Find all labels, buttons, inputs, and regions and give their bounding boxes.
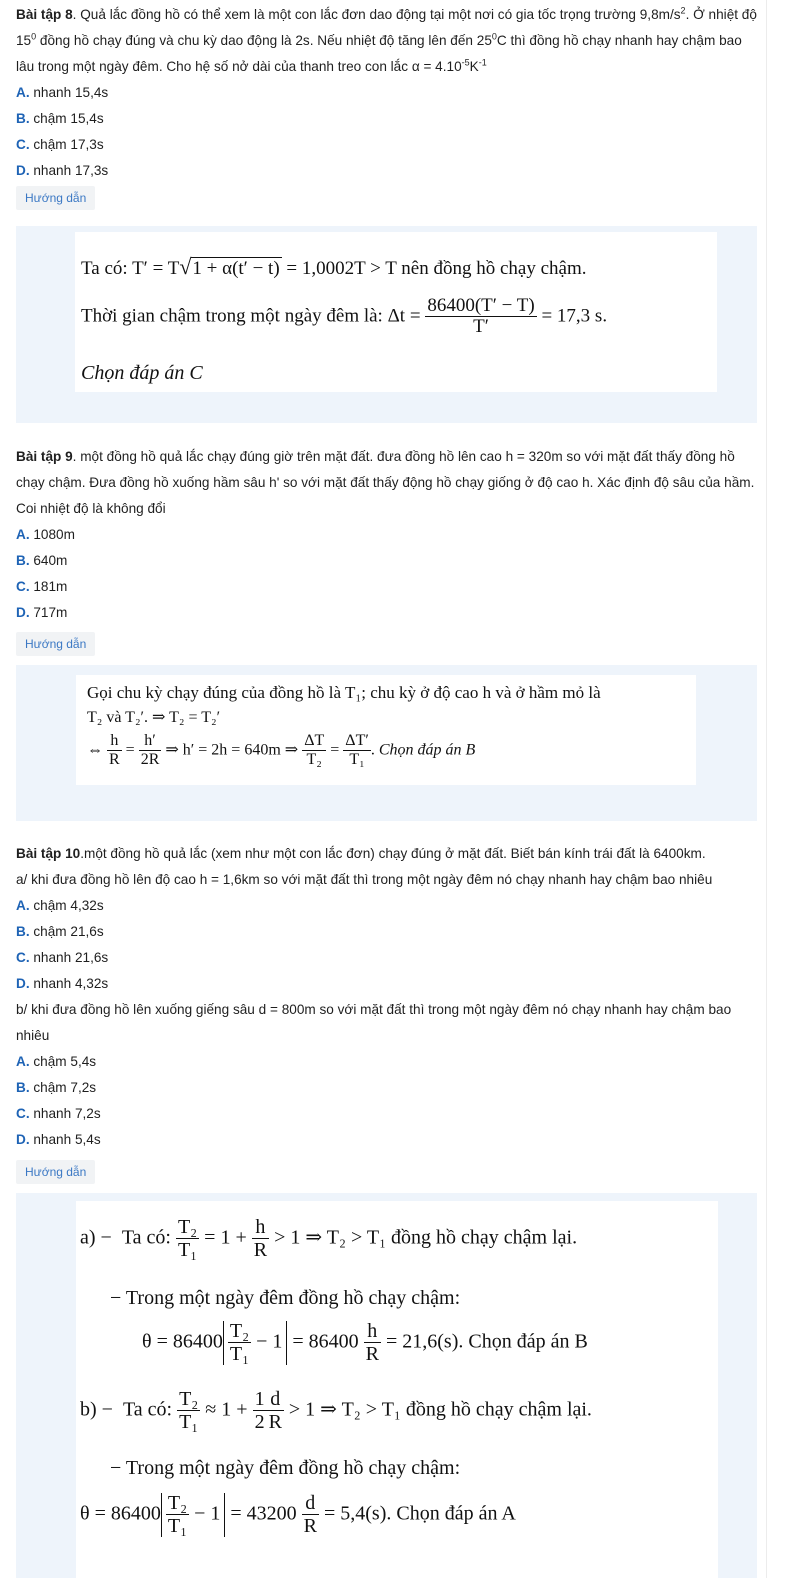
solution-panel-10 bbox=[16, 1193, 757, 1578]
exercise-10-options-b bbox=[16, 1049, 758, 1153]
exercise-10-label: Bài tập 10 bbox=[16, 846, 81, 861]
exercise-10-part-a: a/ khi đưa đồng hồ lên độ cao h = 1,6km so với mặt đất thì trong một ngày đêm nó chạy nhanh hay chậm bao nhiêu bbox=[16, 872, 713, 887]
exercise-8-question: Bài tập 8. Quả lắc đồng hồ có thể xem là một con lắc đơn dao động tại một nơi có gia tốc trọng trường $9,8m/s^2$. Ở nhiệt độ $15^0$ đồng hồ chạy đúng và chu kỳ dao động là 2s. Nếu nhiệt độ tăng lên đến $25^0C$ thì đồng hồ chạy nhanh hay chậm bao lâu trong một ngày đêm. Cho hệ số nở dài của thanh treo con lắc $\alpha = 4.10^{-5}K^{-1}$ bbox=[16, 5, 757, 74]
exercise-9-label: Bài tập 9 bbox=[16, 449, 73, 464]
option-b: B. 640m bbox=[16, 553, 68, 568]
option-d: D. nhanh 4,32s bbox=[16, 976, 109, 991]
solution-image-10: a) − Ta có: $\frac{\text{T₂}}{\text{T₁}}$ = 1 + $\frac{h}{R}$ > 1 ⇒ T₂ > T₁ đồng hồ chạy chậm lại. − Trong một ngày đêm đồng hồ chạy chậm: θ = 86400 $\frac{\text{T₂}}{\text{T₁}}$ − 1 = 86400 $\frac{h}{R}$ = 21,6(s). Chọn đáp án B b) − Ta có: $\frac{\text{T₂}}{\text{T₁}}$ ≈ 1 + $\frac{1}{2}$ $\frac{d}{R}$ > 1 ⇒ T₂ > T₁ đồng hồ chạy chậm lại. − Trong một ngày đêm đồng hồ chạy chậm: θ = 86400 $\frac{\text{T₂}}{\text{T₁}}$ − 1 = 43200 $\frac{d}{R}$ = 5,4(s). Chọn đáp án A bbox=[76, 1201, 718, 1578]
option-d: D. nhanh 5,4s bbox=[16, 1132, 101, 1147]
option-a: A. 1080m bbox=[16, 527, 75, 542]
option-b: B. chậm 15,4s bbox=[16, 111, 104, 126]
right-border bbox=[766, 0, 767, 1578]
option-b: B. chậm 7,2s bbox=[16, 1080, 97, 1095]
option-a: A. nhanh 15,4s bbox=[16, 85, 109, 100]
exercise-9 bbox=[16, 444, 758, 626]
exercise-10-question: Bài tập 10.một đồng hồ quả lắc (xem như một con lắc đơn) chạy đúng ở mặt đất. Biết bán kính trái đất là 6400km. bbox=[16, 846, 706, 861]
exercise-10-options-a bbox=[16, 893, 758, 997]
exercise-8 bbox=[16, 2, 758, 184]
option-c: C. chậm 17,3s bbox=[16, 137, 104, 152]
solution-panel-9 bbox=[16, 665, 757, 821]
option-c: C. 181m bbox=[16, 579, 68, 594]
option-a: A. chậm 4,32s bbox=[16, 898, 104, 913]
exercise-8-options bbox=[16, 80, 758, 184]
exercise-9-options bbox=[16, 522, 758, 626]
hint-toggle-button[interactable]: Hướng dẫn bbox=[16, 186, 95, 210]
option-c: C. nhanh 21,6s bbox=[16, 950, 109, 965]
solution-image-9: Gọi chu kỳ chạy đúng của đồng hồ là T₁; chu kỳ ở độ cao h và ở hầm mỏ là T₂ và T₂′. ⇒ T₂ = T₂′ ⇔ $\frac{h}{R}$ = $\frac{h'}{2R}$ ⇒ h′ = 2h = 640m ⇒ $\frac{\Delta T}{\text{T₂}}$ = $\frac{\Delta T'}{\text{T₁}}$ . Chọn đáp án B bbox=[76, 675, 696, 785]
option-d: D. 717m bbox=[16, 605, 68, 620]
option-b: B. chậm 21,6s bbox=[16, 924, 104, 939]
exercise-10 bbox=[16, 841, 758, 1153]
solution-panel-8 bbox=[16, 226, 757, 423]
exercise-8-label: Bài tập 8 bbox=[16, 7, 73, 22]
exercise-9-question: Bài tập 9. một đồng hồ quả lắc chạy đúng giờ trên mặt đất. đưa đồng hồ lên cao h = 320m so với mặt đất thấy đồng hồ chạy chậm. Đưa đồng hồ xuống hầm sâu h' so với mặt đất thấy động hồ chạy giống ở độ cao h. Xác định độ sâu của hầm. Coi nhiệt độ là không đổi bbox=[16, 449, 755, 516]
option-d: D. nhanh 17,3s bbox=[16, 163, 109, 178]
hint-toggle-button[interactable]: Hướng dẫn bbox=[16, 1160, 95, 1184]
solution-image-8: Ta có: T′ = T√1 + α(t′ − t) = 1,0002T > T nên đồng hồ chạy chậm. Thời gian chậm trong một ngày đêm là: Δt = $\frac{86400(T' - T)}{T'}$ = 17,3 s. Chọn đáp án C bbox=[75, 232, 717, 392]
exercise-10-part-b: b/ khi đưa đồng hồ lên xuống giếng sâu d = 800m so với mặt đất thì trong một ngày đêm nó chạy nhanh hay chậm bao nhiêu bbox=[16, 1002, 732, 1043]
option-c: C. nhanh 7,2s bbox=[16, 1106, 101, 1121]
option-a: A. chậm 5,4s bbox=[16, 1054, 97, 1069]
hint-toggle-button[interactable]: Hướng dẫn bbox=[16, 632, 95, 656]
